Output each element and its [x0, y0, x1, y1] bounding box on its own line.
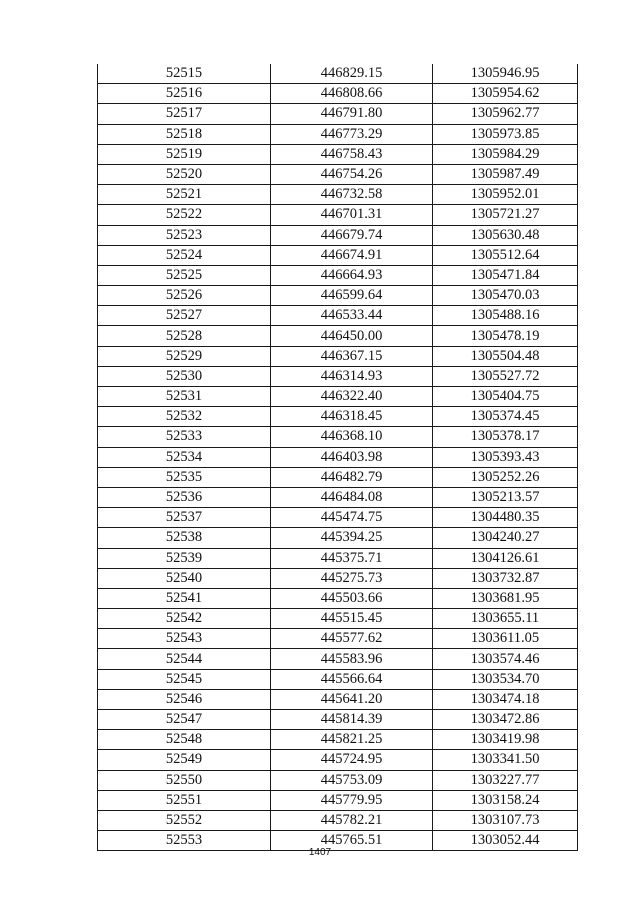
point-id-cell: 52524 [98, 245, 271, 265]
table-row [98, 710, 578, 730]
y-coordinate-cell: 1304480.35 [433, 508, 578, 528]
x-coordinate-cell: 446754.26 [271, 164, 433, 184]
y-coordinate-cell: 1303052.44 [433, 831, 578, 851]
table-row [98, 548, 578, 568]
x-coordinate-cell: 445814.39 [271, 710, 433, 730]
table-row [98, 124, 578, 144]
table-row [98, 306, 578, 326]
x-coordinate-cell: 446484.08 [271, 487, 433, 507]
point-id-cell: 52553 [98, 831, 271, 851]
point-id-cell: 52529 [98, 346, 271, 366]
y-coordinate-cell: 1303611.05 [433, 629, 578, 649]
y-coordinate-cell: 1305630.48 [433, 225, 578, 245]
y-coordinate-cell: 1303655.11 [433, 609, 578, 629]
x-coordinate-cell: 445375.71 [271, 548, 433, 568]
y-coordinate-cell: 1305488.16 [433, 306, 578, 326]
x-coordinate-cell: 446664.93 [271, 265, 433, 285]
y-coordinate-cell: 1303681.95 [433, 588, 578, 608]
y-coordinate-cell: 1305378.17 [433, 427, 578, 447]
point-id-cell: 52522 [98, 205, 271, 225]
x-coordinate-cell: 446701.31 [271, 205, 433, 225]
table-row [98, 326, 578, 346]
table-row [98, 649, 578, 669]
y-coordinate-cell: 1303158.24 [433, 790, 578, 810]
x-coordinate-cell: 446482.79 [271, 467, 433, 487]
y-coordinate-cell: 1305512.64 [433, 245, 578, 265]
table-row [98, 265, 578, 285]
x-coordinate-cell: 446403.98 [271, 447, 433, 467]
y-coordinate-cell: 1303474.18 [433, 689, 578, 709]
point-id-cell: 52521 [98, 185, 271, 205]
point-id-cell: 52549 [98, 750, 271, 770]
x-coordinate-cell: 446314.93 [271, 366, 433, 386]
point-id-cell: 52547 [98, 710, 271, 730]
y-coordinate-cell: 1305478.19 [433, 326, 578, 346]
point-id-cell: 52528 [98, 326, 271, 346]
table-row [98, 568, 578, 588]
point-id-cell: 52515 [98, 64, 271, 84]
x-coordinate-cell: 445577.62 [271, 629, 433, 649]
y-coordinate-cell: 1305946.95 [433, 64, 578, 84]
x-coordinate-cell: 445275.73 [271, 568, 433, 588]
y-coordinate-cell: 1303107.73 [433, 810, 578, 830]
x-coordinate-cell: 446367.15 [271, 346, 433, 366]
x-coordinate-cell: 445583.96 [271, 649, 433, 669]
y-coordinate-cell: 1305984.29 [433, 144, 578, 164]
y-coordinate-cell: 1305213.57 [433, 487, 578, 507]
table-row [98, 164, 578, 184]
point-id-cell: 52523 [98, 225, 271, 245]
point-id-cell: 52543 [98, 629, 271, 649]
table-row [98, 64, 578, 84]
x-coordinate-cell: 445566.64 [271, 669, 433, 689]
x-coordinate-cell: 446808.66 [271, 84, 433, 104]
table-row [98, 730, 578, 750]
point-id-cell: 52537 [98, 508, 271, 528]
point-id-cell: 52538 [98, 528, 271, 548]
x-coordinate-cell: 446368.10 [271, 427, 433, 447]
x-coordinate-cell: 445641.20 [271, 689, 433, 709]
point-id-cell: 52531 [98, 387, 271, 407]
coordinates-table [97, 64, 578, 851]
y-coordinate-cell: 1303732.87 [433, 568, 578, 588]
table-row [98, 790, 578, 810]
page-number: 1407 [308, 847, 332, 858]
y-coordinate-cell: 1305721.27 [433, 205, 578, 225]
x-coordinate-cell: 446322.40 [271, 387, 433, 407]
y-coordinate-cell: 1305952.01 [433, 185, 578, 205]
coordinates-table-body [98, 64, 578, 851]
y-coordinate-cell: 1305962.77 [433, 104, 578, 124]
x-coordinate-cell: 445821.25 [271, 730, 433, 750]
point-id-cell: 52518 [98, 124, 271, 144]
point-id-cell: 52517 [98, 104, 271, 124]
point-id-cell: 52535 [98, 467, 271, 487]
x-coordinate-cell: 446829.15 [271, 64, 433, 84]
x-coordinate-cell: 445474.75 [271, 508, 433, 528]
point-id-cell: 52527 [98, 306, 271, 326]
point-id-cell: 52530 [98, 366, 271, 386]
y-coordinate-cell: 1303574.46 [433, 649, 578, 669]
table-row [98, 487, 578, 507]
table-row [98, 508, 578, 528]
table-row [98, 427, 578, 447]
table-row [98, 346, 578, 366]
point-id-cell: 52539 [98, 548, 271, 568]
x-coordinate-cell: 446674.91 [271, 245, 433, 265]
table-row [98, 407, 578, 427]
x-coordinate-cell: 446732.58 [271, 185, 433, 205]
x-coordinate-cell: 445394.25 [271, 528, 433, 548]
table-row [98, 144, 578, 164]
point-id-cell: 52552 [98, 810, 271, 830]
table-row [98, 387, 578, 407]
table-row [98, 609, 578, 629]
table-row [98, 467, 578, 487]
table-row [98, 225, 578, 245]
point-id-cell: 52534 [98, 447, 271, 467]
y-coordinate-cell: 1303419.98 [433, 730, 578, 750]
x-coordinate-cell: 446533.44 [271, 306, 433, 326]
point-id-cell: 52550 [98, 770, 271, 790]
point-id-cell: 52536 [98, 487, 271, 507]
table-row [98, 810, 578, 830]
y-coordinate-cell: 1303227.77 [433, 770, 578, 790]
table-row [98, 104, 578, 124]
point-id-cell: 52545 [98, 669, 271, 689]
point-id-cell: 52542 [98, 609, 271, 629]
table-row [98, 366, 578, 386]
point-id-cell: 52548 [98, 730, 271, 750]
y-coordinate-cell: 1305954.62 [433, 84, 578, 104]
x-coordinate-cell: 445782.21 [271, 810, 433, 830]
point-id-cell: 52533 [98, 427, 271, 447]
table-row [98, 447, 578, 467]
y-coordinate-cell: 1303341.50 [433, 750, 578, 770]
y-coordinate-cell: 1303472.86 [433, 710, 578, 730]
x-coordinate-cell: 446758.43 [271, 144, 433, 164]
x-coordinate-cell: 445765.51 [271, 831, 433, 851]
y-coordinate-cell: 1305504.48 [433, 346, 578, 366]
x-coordinate-cell: 446679.74 [271, 225, 433, 245]
y-coordinate-cell: 1305987.49 [433, 164, 578, 184]
point-id-cell: 52551 [98, 790, 271, 810]
x-coordinate-cell: 445753.09 [271, 770, 433, 790]
y-coordinate-cell: 1305527.72 [433, 366, 578, 386]
y-coordinate-cell: 1303534.70 [433, 669, 578, 689]
x-coordinate-cell: 446599.64 [271, 286, 433, 306]
point-id-cell: 52516 [98, 84, 271, 104]
point-id-cell: 52520 [98, 164, 271, 184]
y-coordinate-cell: 1304240.27 [433, 528, 578, 548]
x-coordinate-cell: 445503.66 [271, 588, 433, 608]
table-row [98, 286, 578, 306]
x-coordinate-cell: 446450.00 [271, 326, 433, 346]
x-coordinate-cell: 445779.95 [271, 790, 433, 810]
x-coordinate-cell: 445724.95 [271, 750, 433, 770]
x-coordinate-cell: 446791.80 [271, 104, 433, 124]
point-id-cell: 52541 [98, 588, 271, 608]
y-coordinate-cell: 1305374.45 [433, 407, 578, 427]
table-row [98, 84, 578, 104]
x-coordinate-cell: 446318.45 [271, 407, 433, 427]
table-row [98, 588, 578, 608]
point-id-cell: 52526 [98, 286, 271, 306]
point-id-cell: 52519 [98, 144, 271, 164]
table-row [98, 750, 578, 770]
table-row [98, 770, 578, 790]
x-coordinate-cell: 445515.45 [271, 609, 433, 629]
y-coordinate-cell: 1305973.85 [433, 124, 578, 144]
x-coordinate-cell: 446773.29 [271, 124, 433, 144]
point-id-cell: 52532 [98, 407, 271, 427]
y-coordinate-cell: 1305393.43 [433, 447, 578, 467]
point-id-cell: 52544 [98, 649, 271, 669]
table-row [98, 689, 578, 709]
table-row [98, 528, 578, 548]
table-row [98, 669, 578, 689]
table-row [98, 245, 578, 265]
table-row [98, 205, 578, 225]
y-coordinate-cell: 1305470.03 [433, 286, 578, 306]
y-coordinate-cell: 1305252.26 [433, 467, 578, 487]
y-coordinate-cell: 1305404.75 [433, 387, 578, 407]
point-id-cell: 52525 [98, 265, 271, 285]
y-coordinate-cell: 1305471.84 [433, 265, 578, 285]
table-row [98, 629, 578, 649]
point-id-cell: 52540 [98, 568, 271, 588]
point-id-cell: 52546 [98, 689, 271, 709]
table-row [98, 185, 578, 205]
y-coordinate-cell: 1304126.61 [433, 548, 578, 568]
